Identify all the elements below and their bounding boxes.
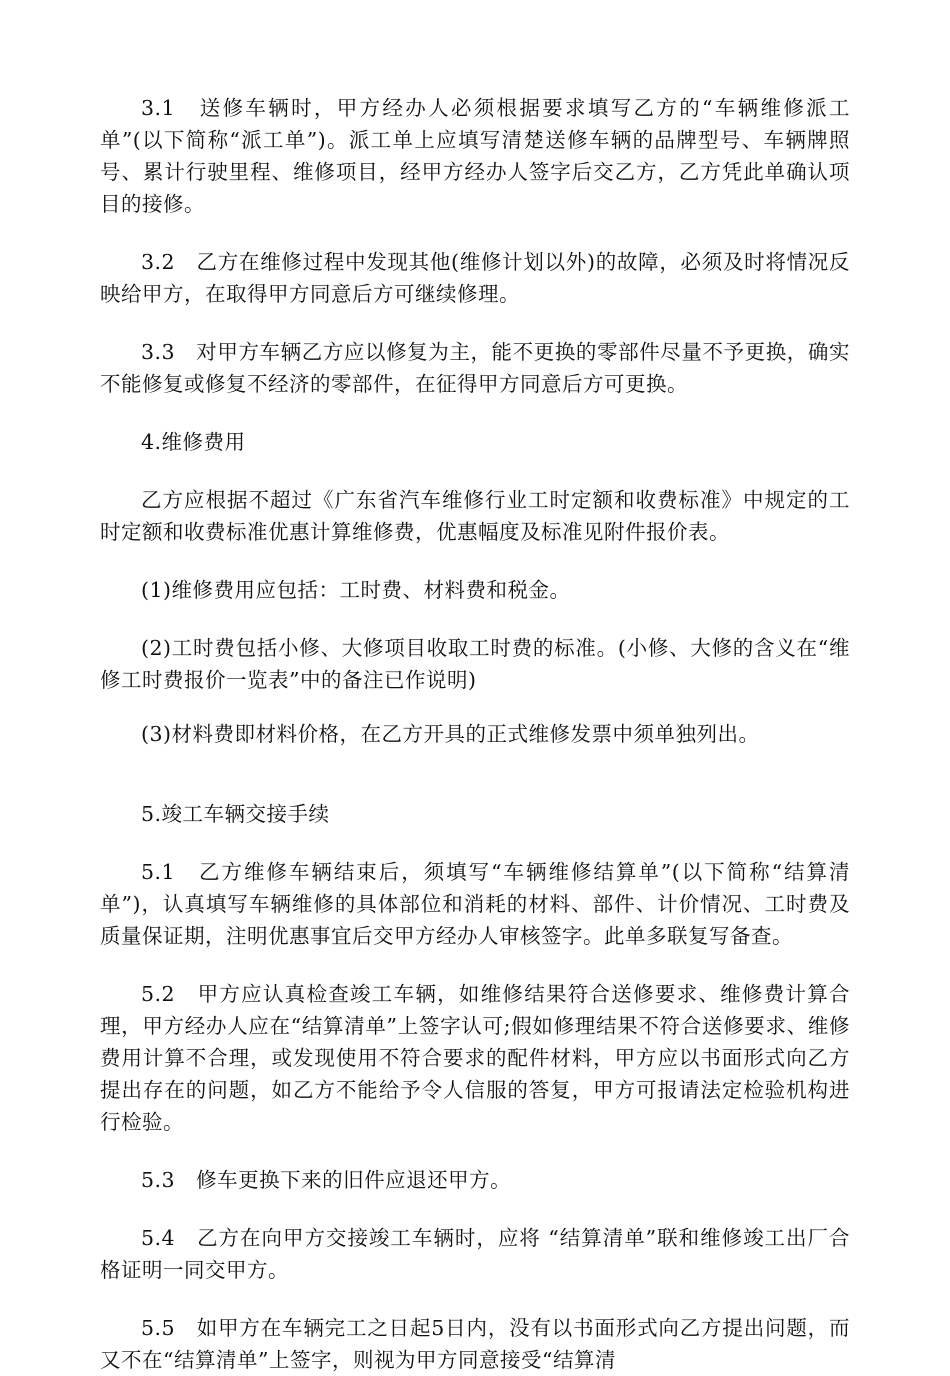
clause-5-2: 5.2 甲方应认真检查竣工车辆，如维修结果符合送修要求、维修费计算合理，甲方经办人应在“结算清单”上签字认可;假如修理结果不符合送修要求、维修费用计算不合理，或发现使用不符合要求的配件材料，甲方应以书面形式向乙方提出存在的问题，如乙方不能给予令人信服的答复，甲方可报请法定检验机构进行检验。 — [100, 982, 850, 1134]
clause-5-5: 5.5 如甲方在车辆完工之日起5日内，没有以书面形式向乙方提出问题，而又不在“结算清单”上签字，则视为甲方同意接受“结算清 — [100, 1316, 850, 1372]
item-4-2: (2)工时费包括小修、大修项目收取工时费的标准。(小修、大修的含义在“维修工时费报价一览表”中的备注已作说明) — [100, 636, 850, 692]
clause-3-3: 3.3 对甲方车辆乙方应以修复为主，能不更换的零部件尽量不予更换，确实不能修复或修复不经济的零部件，在征得甲方同意后方可更换。 — [100, 340, 850, 396]
section-4-intro: 乙方应根据不超过《广东省汽车维修行业工时定额和收费标准》中规定的工时定额和收费标准优惠计算维修费，优惠幅度及标准见附件报价表。 — [100, 488, 850, 544]
item-4-1: (1)维修费用应包括：工时费、材料费和税金。 — [141, 578, 571, 602]
item-4-3: (3)材料费即材料价格，在乙方开具的正式维修发票中须单独列出。 — [141, 722, 760, 746]
clause-5-1: 5.1 乙方维修车辆结束后，须填写“车辆维修结算单”(以下简称“结算清单”)，认真填写车辆维修的具体部位和消耗的材料、部件、计价情况、工时费及质量保证期，注明优惠事宜后交甲方经办人审核签字。此单多联复写备查。 — [100, 860, 850, 948]
clause-5-4: 5.4 乙方在向甲方交接竣工车辆时，应将 “结算清单”联和维修竣工出厂合格证明一同交甲方。 — [100, 1226, 850, 1282]
clause-3-1: 3.1 送修车辆时，甲方经办人必须根据要求填写乙方的“车辆维修派工单”(以下简称“派工单”)。派工单上应填写清楚送修车辆的品牌型号、车辆牌照号、累计行驶里程、维修项目，经甲方经办人签字后交乙方，乙方凭此单确认项目的接修。 — [100, 96, 850, 216]
clause-3-2: 3.2 乙方在维修过程中发现其他(维修计划以外)的故障，必须及时将情况反映给甲方，在取得甲方同意后方可继续修理。 — [100, 250, 850, 306]
clause-5-3: 5.3 修车更换下来的旧件应退还甲方。 — [141, 1168, 512, 1192]
section-heading-5: 5.竣工车辆交接手续 — [141, 802, 330, 826]
section-heading-4: 4.维修费用 — [141, 430, 246, 454]
